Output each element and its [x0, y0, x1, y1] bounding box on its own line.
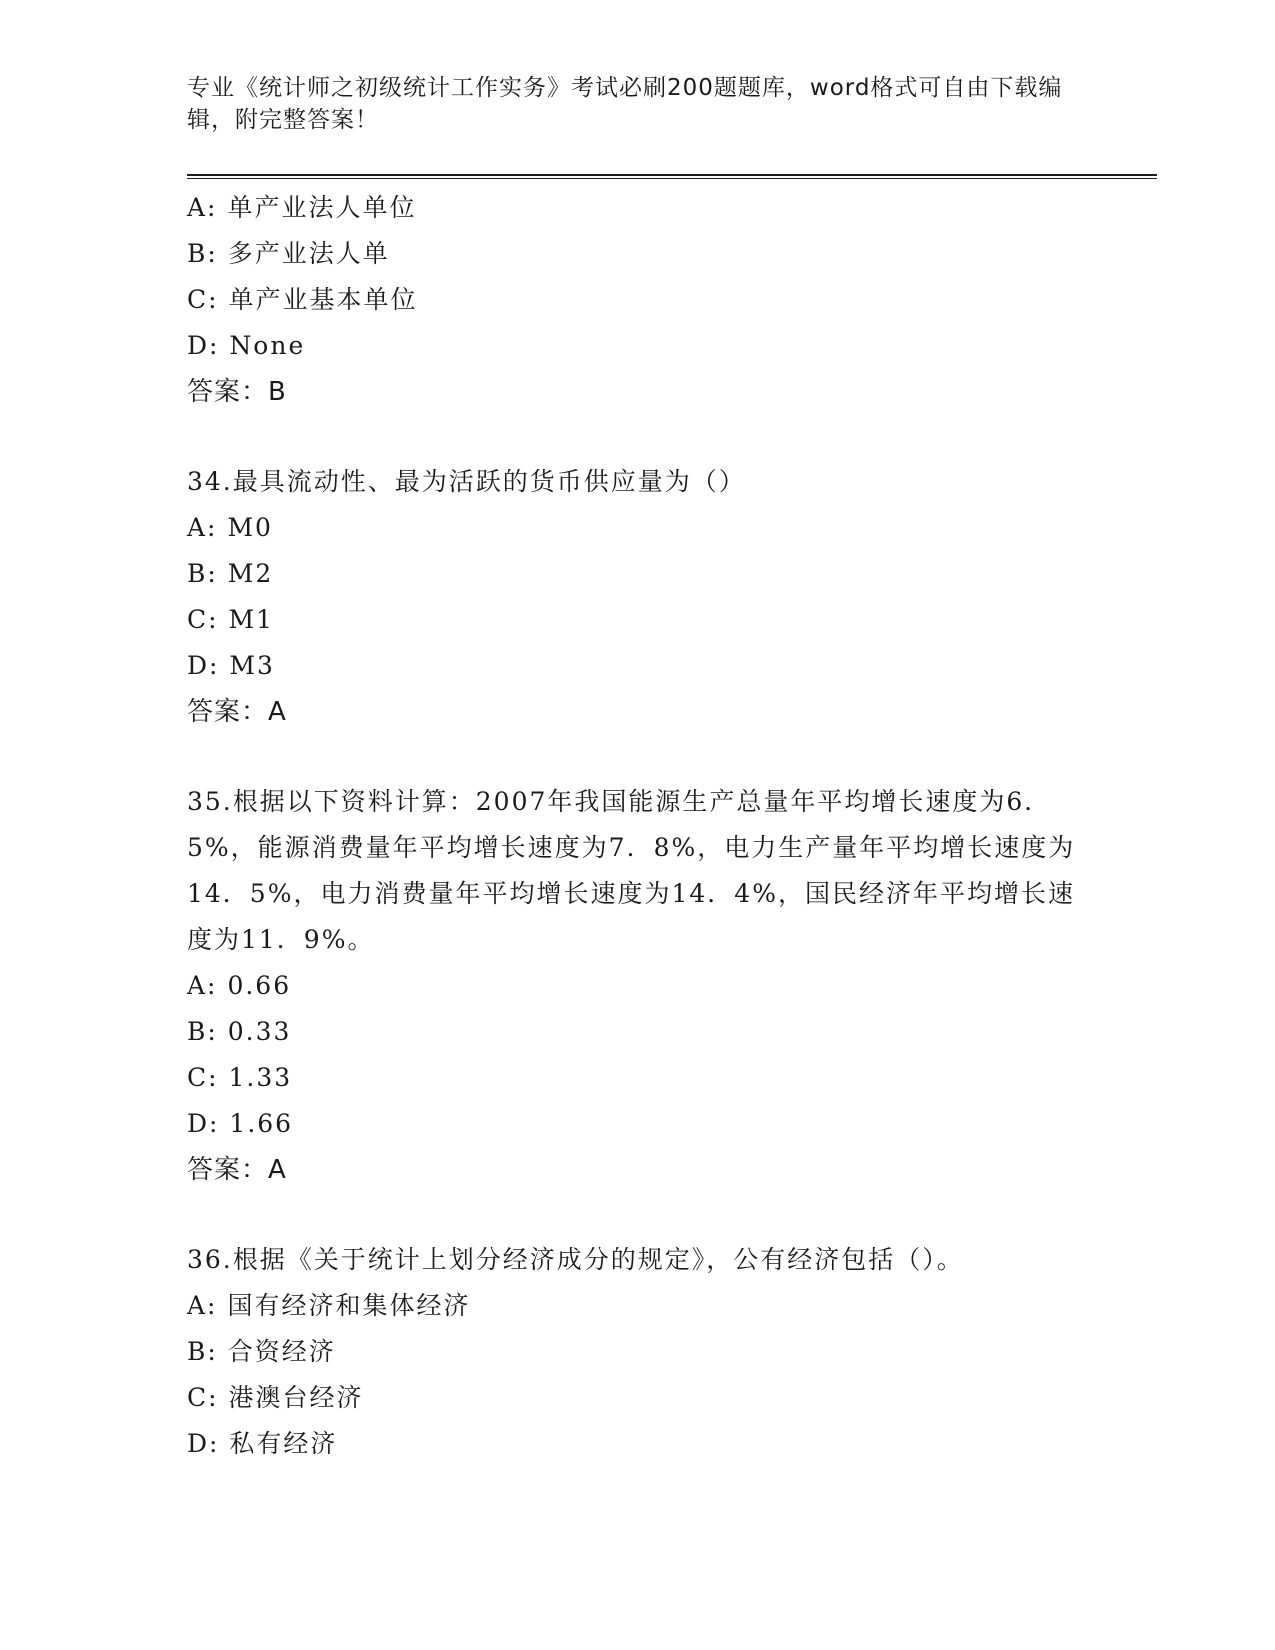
option-label: D: — [187, 1109, 220, 1138]
option-text: None — [229, 331, 306, 360]
option-c — [187, 277, 1157, 323]
option-text: 1.66 — [229, 1109, 294, 1138]
option-a — [187, 185, 1157, 231]
option-d — [187, 1101, 1157, 1147]
question-34 — [187, 459, 1157, 735]
option-label: A: — [187, 193, 218, 222]
question-36 — [187, 1237, 1157, 1467]
question-content — [187, 185, 1157, 1467]
option-label: C: — [187, 1383, 219, 1412]
question-35 — [187, 779, 1157, 1193]
option-text: 1.33 — [228, 1063, 293, 1092]
option-text: 港澳台经济 — [228, 1383, 364, 1412]
option-d — [187, 643, 1157, 689]
document-header: 专业《统计师之初级统计工作实务》考试必刷200题题库，word格式可自由下载编辑，附完整答案！ — [187, 75, 1063, 133]
option-text: 私有经济 — [229, 1429, 338, 1458]
option-c — [187, 597, 1157, 643]
option-text: 单产业法人单位 — [227, 193, 417, 222]
answer-line: 答案：A — [187, 1155, 287, 1185]
option-label: B: — [187, 1337, 218, 1366]
option-a — [187, 963, 1157, 1009]
option-b — [187, 1329, 1157, 1375]
option-label: B: — [187, 1017, 218, 1046]
option-label: B: — [187, 559, 218, 588]
option-text: M2 — [227, 559, 274, 588]
option-b — [187, 551, 1157, 597]
answer-line: 答案：A — [187, 697, 287, 727]
question-text: 34.最具流动性、最为活跃的货币供应量为（） — [187, 467, 746, 496]
option-text: 单产业基本单位 — [228, 285, 418, 314]
option-label: D: — [187, 331, 220, 360]
option-b — [187, 1009, 1157, 1055]
option-d — [187, 323, 1157, 369]
option-text: M0 — [227, 513, 273, 542]
option-label: C: — [187, 605, 219, 634]
option-text: 0.66 — [227, 971, 292, 1000]
option-text: 合资经济 — [227, 1337, 336, 1366]
option-b — [187, 231, 1157, 277]
option-d — [187, 1421, 1157, 1467]
document-page — [187, 72, 1157, 1467]
option-label: C: — [187, 285, 219, 314]
option-label: A: — [187, 971, 218, 1000]
answer-line: 答案：B — [187, 377, 287, 407]
option-label: D: — [187, 651, 220, 680]
option-text: 国有经济和集体经济 — [227, 1291, 471, 1320]
option-text: M3 — [229, 651, 275, 680]
option-c — [187, 1055, 1157, 1101]
header-divider — [187, 174, 1157, 179]
option-a — [187, 505, 1157, 551]
option-a — [187, 1283, 1157, 1329]
option-label: B: — [187, 239, 218, 268]
option-text: 0.33 — [227, 1017, 292, 1046]
option-text: 多产业法人单 — [227, 239, 390, 268]
question-text: 35.根据以下资料计算：2007年我国能源生产总量年平均增长速度为6．5%，能源消费量年平均增长速度为7．8%，电力生产量年平均增长速度为14．5%，电力消费量年平均增长速度为14．4%，国民经济年平均增长速度为11．9%。 — [187, 787, 1076, 954]
question-33 — [187, 185, 1157, 415]
option-text: M1 — [228, 605, 275, 634]
option-label: C: — [187, 1063, 219, 1092]
option-label: D: — [187, 1429, 220, 1458]
option-label: A: — [187, 1291, 218, 1320]
option-label: A: — [187, 513, 218, 542]
question-text: 36.根据《关于统计上划分经济成分的规定》，公有经济包括（）。 — [187, 1245, 964, 1274]
option-c — [187, 1375, 1157, 1421]
